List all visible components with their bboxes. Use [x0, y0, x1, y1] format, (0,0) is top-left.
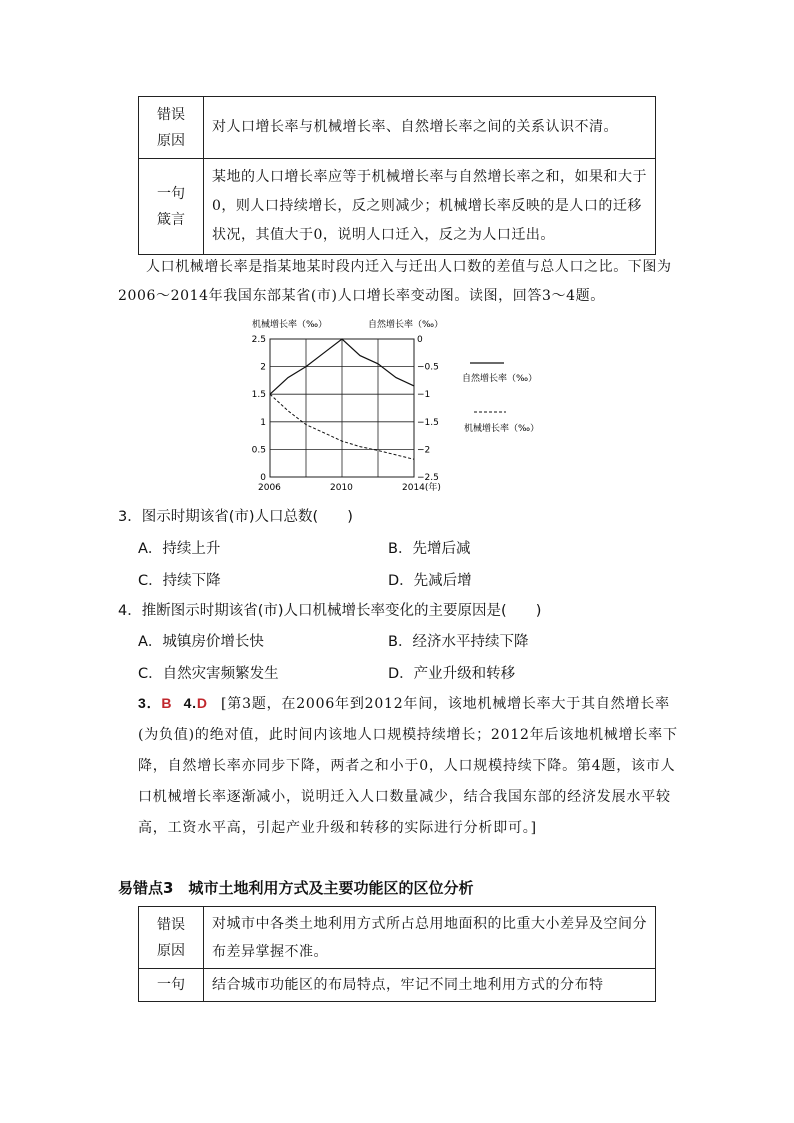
- population-growth-chart: [240, 315, 560, 500]
- q3-option-d: D．先减后增: [388, 573, 472, 589]
- left-tick-label: 0: [260, 473, 266, 483]
- motto-text: 某地的人口增长率应等于机械增长率与自然增长率之和，如果和大于0，则人口持续增长，反之则减少；机械增长率反映的是人口的迁移状况，其值大于0，说明人口迁入，反之为人口迁出。: [204, 159, 656, 255]
- q3-option-b: B．先增后减: [388, 541, 471, 557]
- chart-grid: [270, 339, 414, 477]
- x-tick-label: 2006: [258, 483, 281, 493]
- motto-label-2: 一句: [139, 969, 204, 1002]
- left-axis-label: 机械增长率（‰）: [252, 320, 328, 330]
- left-tick-label: 0.5: [251, 445, 266, 456]
- answer-3: B: [161, 695, 173, 711]
- question-3-stem: 3．图示时期该省(市)人口总数( ): [118, 509, 353, 525]
- section-3-title: 易错点3 城市土地利用方式及主要功能区的区位分析: [118, 879, 474, 897]
- x-tick-label: 2010: [330, 483, 353, 493]
- error-reason-text-2: 对城市中各类土地利用方式所占总用地面积的比重大小差异及空间分布差异掌握不准。: [204, 907, 656, 969]
- error-reason-text: 对人口增长率与机械增长率、自然增长率之间的关系认识不清。: [204, 97, 656, 159]
- left-tick-label: 1: [260, 417, 266, 428]
- error-table-1: [138, 96, 656, 255]
- q3-option-c: C．持续下降: [138, 573, 221, 589]
- right-tick-label: 0: [417, 335, 423, 345]
- answer-4: D: [196, 695, 208, 711]
- right-tick-label: −0.5: [417, 362, 439, 373]
- right-axis-label: 自然增长率（‰）: [368, 320, 444, 330]
- answer-text: [第3题，在2006年到2012年间，该地机械增长率大于其自然增长率(为负值)的绝对值，此时间内该地人口规模持续增长；2012年后该地机械增长率下降，自然增长率亦同步下降，两者之和小于0，人口规模持续下降。第4题，该市人口机械增长率逐渐减小，说明迁入人口数量减少，结合我国东部的经济发展水平较高，工资水平高，引起产业升级和转移的实际进行分析即可。]: [138, 696, 678, 836]
- left-tick-label: 2: [260, 362, 266, 373]
- error-reason-label: 错误 原因: [139, 97, 204, 159]
- x-tick-label: 2014(年): [402, 483, 441, 493]
- motto-label: 一句 箴言: [139, 159, 204, 255]
- q3-option-a: A．持续上升: [138, 541, 221, 557]
- answer-explanation: 3．B 4.D [第3题，在2006年到2012年间，该地机械增长率大于其自然增长率(为负值)的绝对值，此时间内该地人口规模持续增长；2012年后该地机械增长率下降，自然增长率亦同步下降，两者之和小于0，人口规模持续下降。第4题，该市人口机械增长率逐渐减小，说明迁入人口数量减少，结合我国东部的经济发展水平较高，工资水平高，引起产业升级和转移的实际进行分析即可。]: [138, 695, 678, 836]
- right-tick-label: −2: [417, 445, 431, 456]
- question-4-stem: 4．推断图示时期该省(市)人口机械增长率变化的主要原因是( ): [118, 603, 542, 619]
- error-reason-label-2: 错误 原因: [139, 907, 204, 969]
- legend-mechanical-label: 机械增长率（‰）: [464, 424, 540, 434]
- motto-text-2: 结合城市功能区的布局特点，牢记不同土地利用方式的分布特: [204, 969, 656, 1002]
- intro-paragraph: 人口机械增长率是指某地某时段内迁入与迁出人口数的差值与总人口之比。下图为2006～2014年我国东部某省(市)人口增长率变动图。读图，回答3～4题。: [118, 259, 672, 304]
- right-tick-label: −2.5: [417, 473, 439, 483]
- left-tick-label: 2.5: [251, 335, 266, 345]
- right-tick-label: −1: [417, 390, 431, 401]
- left-tick-label: 1.5: [251, 390, 266, 401]
- legend-natural-label: 自然增长率（‰）: [462, 374, 538, 384]
- q4-option-c: C．自然灾害频繁发生: [138, 666, 279, 682]
- q4-option-b: B．经济水平持续下降: [388, 634, 529, 650]
- q4-option-a: A．城镇房价增长快: [138, 634, 264, 650]
- error-table-2: [138, 906, 656, 1002]
- right-tick-label: −1.5: [417, 417, 439, 428]
- q4-option-d: D．产业升级和转移: [388, 666, 516, 682]
